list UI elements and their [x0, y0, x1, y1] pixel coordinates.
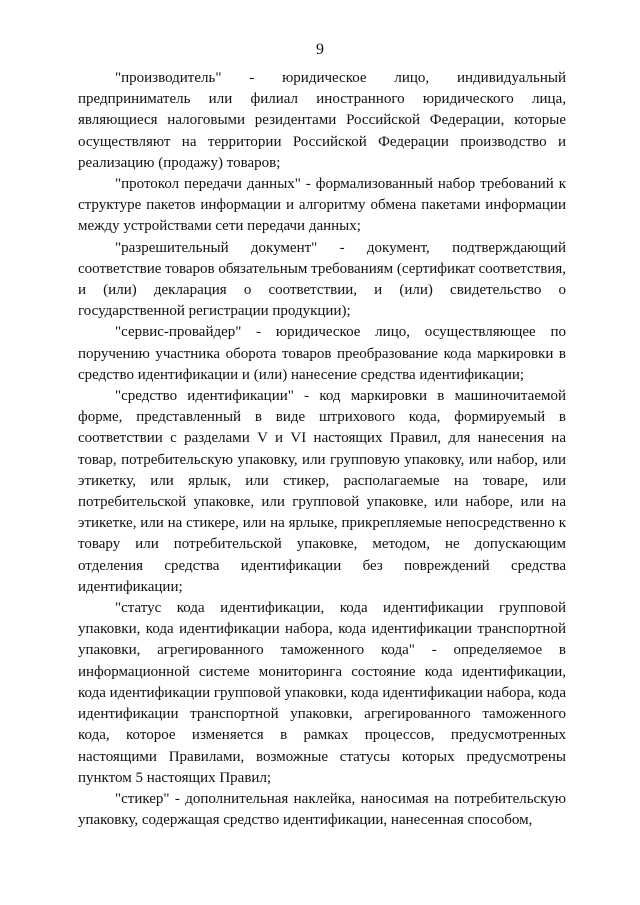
definition-identification-means: "средство идентификации" - код маркировки в машиночитаемой форме, представленный в виде штрихового кода, формируемый в соответствии с разделами V и VI настоящих Правил, для нанесения на товар, потребительскую упаковку, или групповую упаковку, или набор, или этикетку, или ярлык, или стикер, располагаемые на товаре, или потребительской упаковке, или групповой упаковке, или наборе, или на этикетке, или на стикере, или на ярлыке, прикрепляемые непосредственно к товару или потребительской упаковке, методом, не допускающим отделения средства идентификации без повреждений средства идентификации;: [78, 388, 566, 595]
page-number: 9: [316, 41, 324, 58]
document-body: [78, 68, 566, 831]
definition-service-provider: "сервис-провайдер" - юридическое лицо, осуществляющее по поручению участника оборота товаров преобразование кода маркировки в средство идентификации и (или) нанесение средства идентификации;: [78, 324, 566, 383]
definition-identification-code-status: "статус кода идентификации, кода идентификации групповой упаковки, кода идентификации набора, кода идентификации транспортной упаковки, агрегированного таможенного кода" - определяемое в информационной системе мониторинга состояние кода идентификации, кода идентификации групповой упаковки, кода идентификации набора, кода идентификации транспортной упаковки, агрегированного таможенного кода, которое изменяется в рамках процессов, предусмотренных настоящими Правилами, возможные статусы которых предусмотрены пунктом 5 настоящих Правил;: [78, 600, 566, 786]
definition-data-transfer-protocol: "протокол передачи данных" - формализованный набор требований к структуре пакетов информации и алгоритму обмена пакетами информации между устройствами сети передачи данных;: [78, 176, 566, 235]
definition-producer: "производитель" - юридическое лицо, индивидуальный предприниматель или филиал иностранного юридического лица, являющиеся налоговыми резидентами Российской Федерации, которые осуществляют на территории Российской Федерации производство и реализацию (продажу) товаров;: [78, 70, 566, 171]
definition-sticker: "стикер" - дополнительная наклейка, наносимая на потребительскую упаковку, содержащая средство идентификации, нанесенная способом,: [78, 790, 566, 829]
definition-permit-document: "разрешительный документ" - документ, подтверждающий соответствие товаров обязательным требованиям (сертификат соответствия, и (или) декларация о соответствии, и (или) свидетельство о государственной регистрации продукции);: [78, 239, 567, 320]
